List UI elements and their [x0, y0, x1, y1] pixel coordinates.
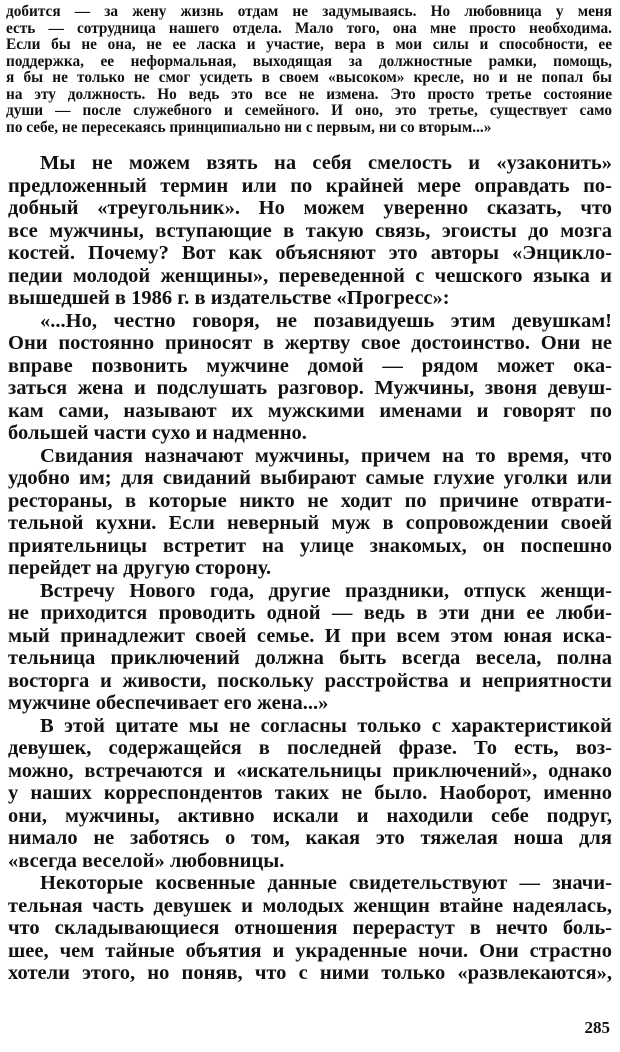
text-line: заться жена и подслушать разговор. Мужчины, звоня девуш-: [8, 377, 612, 399]
quote-line: Если бы не она, не ее ласка и участие, вера в мои силы и способности, ее: [6, 37, 612, 53]
text-line: Они постоянно приносят в жертву свое достоинство. Они не: [8, 332, 612, 354]
text-line: не приходится проводить одной — ведь в эти дни ее люби-: [8, 602, 612, 624]
text-line: «...Но, честно говоря, не позавидуешь этим девушкам!: [40, 309, 612, 332]
text-line: большей части сухо и надменно.: [8, 422, 307, 444]
text-line: Свидания назначают мужчины, причем на то время, что: [40, 444, 612, 467]
text-line: В этой цитате мы не согласны только с характеристикой: [40, 714, 612, 737]
text-line: «всегда веселой» любовницы.: [8, 849, 285, 872]
text-line: мый принадлежит своей семье. И при всем этом юная иска-: [8, 624, 612, 647]
text-line: шее, чем тайные объятия и украденные ночи. Они страстно: [8, 939, 612, 962]
text-line: педии молодой женщины», переведенной с чешского языка и: [8, 264, 612, 287]
text-line: у наших корреспондентов таких не было. Наоборот, именно: [8, 782, 612, 804]
text-line: приятельницы встретит на улице знакомых, он поспешно: [8, 534, 612, 557]
paragraph: [8, 580, 612, 715]
quote-line: поддержка, ее неформальная, выходящая за должностные рамки, помощь,: [6, 53, 612, 70]
text-line: вправе позвонить мужчине домой — рядом может ока-: [8, 354, 612, 377]
text-line: кам сами, называют их мужскими именами и говорят по: [8, 399, 612, 422]
text-line: костей. Почему? Вот как объясняют это авторы «Энцикло-: [8, 242, 612, 264]
quote-line: добится — за жену жизнь отдам не задумываясь. Но любовница у меня: [6, 4, 612, 20]
quote-line: души — после служебного и семейного. И оно, это третье, существует само: [6, 103, 612, 119]
text-line: вышедшей в 1986 г. в издательстве «Прогресс»:: [8, 287, 450, 309]
text-line: они, мужчины, активно искали и находили себе подруг,: [8, 804, 612, 827]
text-line: что складывающиеся отношения перерастут в нечто боль-: [8, 917, 612, 939]
text-line: добный «треугольник». Но можем уверенно сказать, что: [8, 197, 612, 219]
text-line: предложенный термин или по крайней мере оправдать по-: [8, 174, 612, 197]
text-line: тельница приключений должна быть всегда весела, полна: [8, 647, 612, 669]
text-line: тельная часть девушек и молодых женщин втайне надеялась,: [8, 894, 612, 917]
quote-line: я бы не только не смог усидеть в своем «высоком» кресле, но и не попал бы: [6, 70, 612, 86]
paragraph: [8, 152, 612, 310]
text-line: рестораны, в которые никто не ходит по причине отврати-: [8, 489, 612, 512]
paragraph: [8, 715, 612, 873]
text-line: нимало не заботясь о том, какая это тяжелая ноша для: [8, 827, 612, 849]
text-line: Мы не можем взять на себя смелость и «узаконить»: [40, 152, 612, 174]
paragraph: [8, 872, 612, 985]
quoted-letter: [6, 4, 612, 136]
text-line: Встречу Нового года, другие праздники, отпуск женщи-: [40, 579, 612, 602]
main-text: [8, 152, 612, 985]
text-line: все мужчины, вступающие в такую связь, эгоисты до мозга: [8, 219, 612, 242]
paragraph: [8, 310, 612, 445]
quote-line: есть — сотрудница нашего отдела. Мало того, она мне просто необходима.: [6, 20, 612, 37]
quote-line: по себе, не пересекаясь принципиально ни с первым, ни со вторым...»: [6, 119, 492, 136]
paragraph: [8, 445, 612, 580]
text-line: восторга и живости, поскольку расстройства и неприятности: [8, 669, 612, 692]
text-line: удобно им; для свиданий выбирают самые глухие уголки или: [8, 467, 612, 489]
text-line: Некоторые косвенные данные свидетельствуют — значи-: [40, 872, 612, 894]
text-line: хотели этого, но поняв, что с ними только «развлекаются»,: [8, 962, 612, 984]
text-line: тельной кухни. Если неверный муж в сопровождении своей: [8, 512, 612, 534]
text-line: девушек, содержащейся в последней фразе. То есть, воз-: [8, 737, 612, 759]
quote-line: на эту должность. Но ведь это все не измена. Это просто третье состояние: [6, 86, 612, 103]
text-line: мужчине обеспечивает его жена...»: [8, 692, 329, 714]
text-line: перейдет на другую сторону.: [8, 557, 272, 579]
page-number: 285: [584, 1018, 610, 1037]
text-line: можно, встречаются и «искательницы приключений», однако: [8, 759, 612, 782]
